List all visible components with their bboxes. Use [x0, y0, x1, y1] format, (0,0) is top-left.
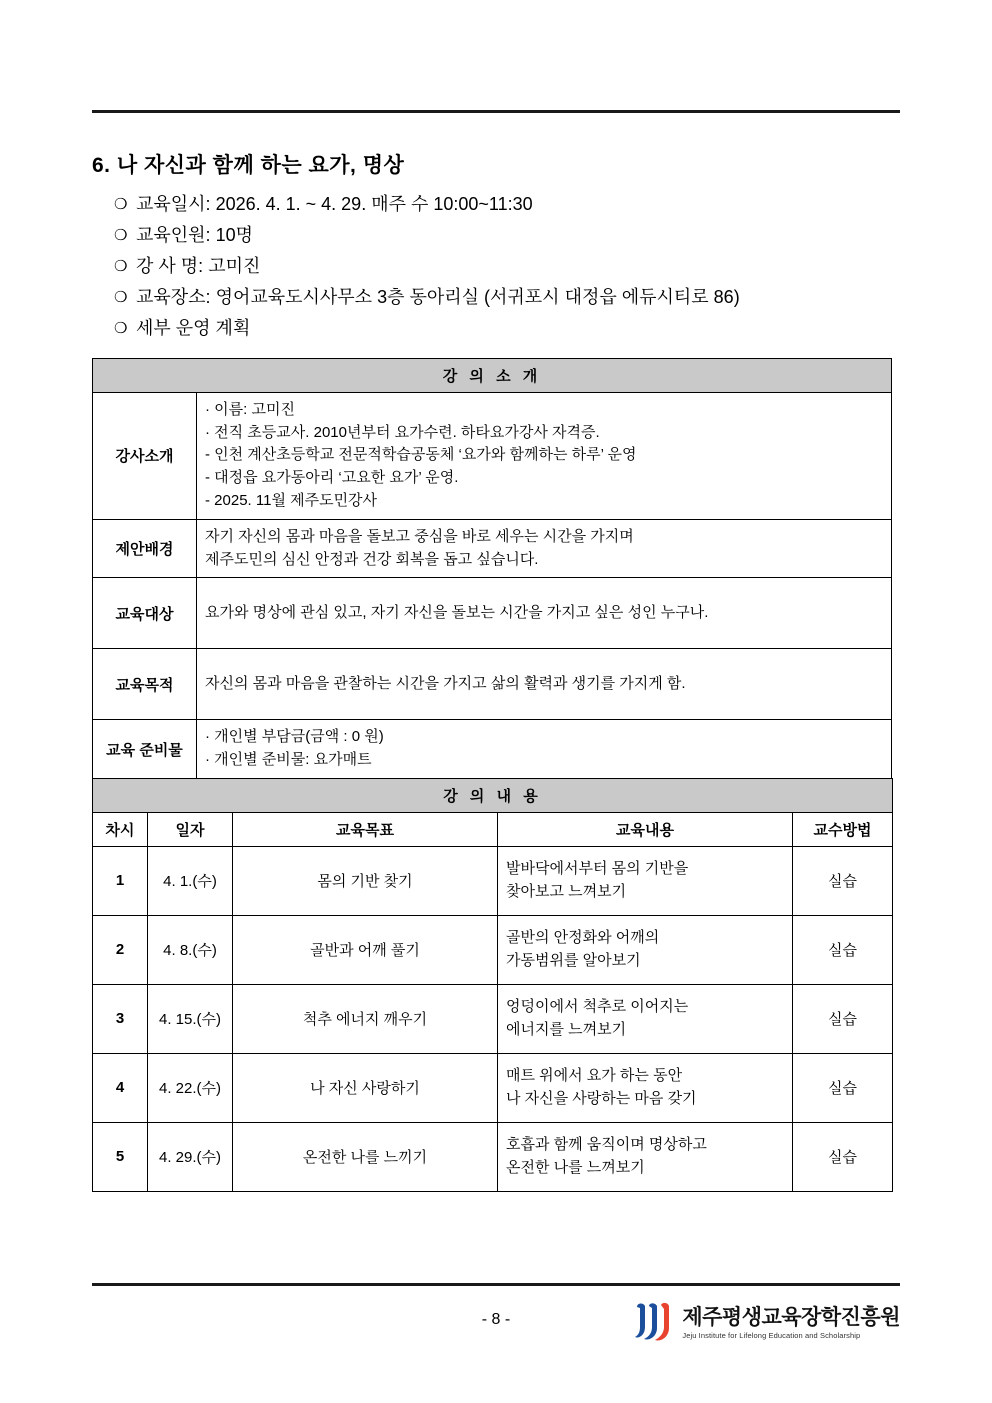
bullet-icon: ❍ — [114, 257, 128, 275]
text-line: 자기 자신의 몸과 마음을 돌보고 중심을 바로 세우는 시간을 가지며 — [205, 527, 634, 545]
bullet-label: 교육장소: — [136, 286, 211, 307]
text-line: 교육 — [106, 741, 136, 759]
table-row — [93, 984, 893, 1053]
cell-goal: 온전한 나를 느끼기 — [233, 1122, 498, 1191]
text-line: - 인천 계산초등학교 전문적학습공동체 ‘요가와 함께하는 하루’ 운영 — [205, 446, 637, 464]
bullet-value: 영어교육도시사무소 3층 동아리실 (서귀포시 대정읍 에듀시티로 86) — [215, 286, 740, 307]
cell-date: 4. 22.(수) — [148, 1053, 233, 1122]
bullet-value: 10명 — [215, 224, 253, 245]
text-line: 엉덩이에서 척추로 이어지는 — [506, 998, 689, 1016]
text-line: - 2025. 11월 제주도민강사 — [205, 491, 378, 509]
row-header-objective: 교육목적 — [93, 649, 197, 720]
table-row — [93, 720, 892, 779]
lesson-band-title: 강 의 내 용 — [93, 778, 893, 812]
list-item — [114, 251, 900, 282]
row-value-objective — [197, 649, 892, 720]
course-intro-table — [92, 358, 892, 779]
text-line: · 개인별 부담금(금액 : 0 원) — [205, 728, 384, 746]
row-header-instructor: 강사소개 — [93, 392, 197, 519]
text-line: 온전한 나를 느껴보기 — [506, 1158, 645, 1176]
text-line: 에너지를 느껴보기 — [506, 1020, 627, 1038]
column-header-method: 교수방법 — [793, 812, 893, 846]
cell-method: 실습 — [793, 1053, 893, 1122]
footer-rule — [92, 1283, 900, 1286]
list-item — [114, 282, 900, 313]
text-line: 제주도민의 심신 안정과 건강 회복을 돕고 싶습니다. — [205, 550, 539, 568]
info-bullet-list — [92, 189, 900, 344]
cell-content — [498, 984, 793, 1053]
intro-band-title: 강 의 소 개 — [93, 358, 892, 392]
text-line: 자신의 몸과 마음을 관찰하는 시간을 가지고 삶의 활력과 생기를 가지게 함. — [205, 674, 686, 692]
cell-session-no: 5 — [93, 1122, 148, 1191]
bullet-label: 강 사 명: — [136, 255, 204, 276]
cell-goal: 나 자신 사랑하기 — [233, 1053, 498, 1122]
column-header-date: 일자 — [148, 812, 233, 846]
bullet-value: 고미진 — [208, 255, 261, 276]
row-value-background — [197, 519, 892, 578]
row-value-instructor — [197, 392, 892, 519]
cell-session-no: 1 — [93, 846, 148, 915]
logo-text — [682, 1306, 900, 1340]
bullet-icon: ❍ — [114, 288, 128, 306]
page-footer — [0, 1295, 992, 1385]
text-line: 찾아보고 느껴보기 — [506, 882, 627, 900]
cell-session-no: 4 — [93, 1053, 148, 1122]
row-header-materials — [93, 720, 197, 779]
cell-goal: 척추 에너지 깨우기 — [233, 984, 498, 1053]
column-header-goal: 교육목표 — [233, 812, 498, 846]
text-line: 나 자신을 사랑하는 마음 갖기 — [506, 1089, 697, 1107]
page-title: 6. 나 자신과 함께 하는 요가, 명상 — [92, 154, 405, 177]
table-band-row — [93, 358, 892, 392]
row-value-audience — [197, 578, 892, 649]
bullet-label: 교육인원: — [136, 224, 211, 245]
cell-content — [498, 1053, 793, 1122]
logo-korean-name: 제주평생교육장학진흥원 — [682, 1305, 900, 1329]
cell-session-no: 2 — [93, 915, 148, 984]
text-line: · 전직 초등교사. 2010년부터 요가수련. 하타요가강사 자격증. — [205, 423, 600, 441]
jeju-logo-icon — [633, 1301, 673, 1345]
cell-date: 4. 1.(수) — [148, 846, 233, 915]
cell-content — [498, 846, 793, 915]
list-item — [114, 313, 900, 344]
logo-english-name: Jeju Institute for Lifelong Education and Scholarship — [682, 1331, 861, 1341]
cell-method: 실습 — [793, 1122, 893, 1191]
table-band-row — [93, 778, 893, 812]
text-line: - 대정읍 요가동아리 ‘고요한 요가’ 운영. — [205, 469, 459, 487]
cell-method: 실습 — [793, 984, 893, 1053]
bullet-icon: ❍ — [114, 226, 128, 244]
cell-method: 실습 — [793, 915, 893, 984]
table-row — [93, 1053, 893, 1122]
cell-goal: 골반과 어깨 풀기 — [233, 915, 498, 984]
text-line: · 이름: 고미진 — [205, 400, 295, 418]
text-line: 골반의 안정화와 어깨의 — [506, 929, 660, 947]
column-header-content: 교육내용 — [498, 812, 793, 846]
cell-date: 4. 15.(수) — [148, 984, 233, 1053]
list-item — [114, 189, 900, 220]
text-line: 준비물 — [139, 741, 183, 759]
page-number: - 8 - — [481, 1311, 511, 1328]
cell-goal: 몸의 기반 찾기 — [233, 846, 498, 915]
cell-method: 실습 — [793, 846, 893, 915]
table-row — [93, 519, 892, 578]
row-value-materials — [197, 720, 892, 779]
table-row — [93, 846, 893, 915]
cell-content — [498, 1122, 793, 1191]
text-line: 요가와 명상에 관심 있고, 자기 자신을 돌보는 시간을 가지고 싶은 성인 누구나. — [205, 603, 709, 621]
table-header-row — [93, 812, 893, 846]
organization-logo — [633, 1301, 900, 1345]
cell-date: 4. 8.(수) — [148, 915, 233, 984]
table-row — [93, 915, 893, 984]
page-content — [92, 0, 900, 1192]
row-header-background: 제안배경 — [93, 519, 197, 578]
table-row — [93, 392, 892, 519]
lesson-plan-table — [92, 778, 893, 1192]
text-line: 호흡과 함께 움직이며 명상하고 — [506, 1136, 707, 1154]
row-header-audience: 교육대상 — [93, 578, 197, 649]
bullet-icon: ❍ — [114, 196, 128, 213]
table-row — [93, 649, 892, 720]
cell-date: 4. 29.(수) — [148, 1122, 233, 1191]
bullet-label: 세부 운영 계획 — [136, 317, 251, 338]
bullet-label: 교육일시: — [136, 194, 211, 214]
list-item — [114, 220, 900, 251]
text-line: · 개인별 준비물: 요가매트 — [205, 751, 372, 769]
text-line: 발바닥에서부터 몸의 기반을 — [506, 860, 689, 878]
text-line: 매트 위에서 요가 하는 동안 — [506, 1067, 683, 1085]
table-row — [93, 1122, 893, 1191]
bullet-icon: ❍ — [114, 319, 128, 337]
cell-content — [498, 915, 793, 984]
column-header-session: 차시 — [93, 812, 148, 846]
cell-session-no: 3 — [93, 984, 148, 1053]
bullet-value: 2026. 4. 1. ~ 4. 29. 매주 수 10:00~11:30 — [215, 194, 533, 214]
table-row — [93, 578, 892, 649]
text-line: 가동범위를 알아보기 — [506, 951, 641, 969]
header-rule — [92, 110, 900, 113]
